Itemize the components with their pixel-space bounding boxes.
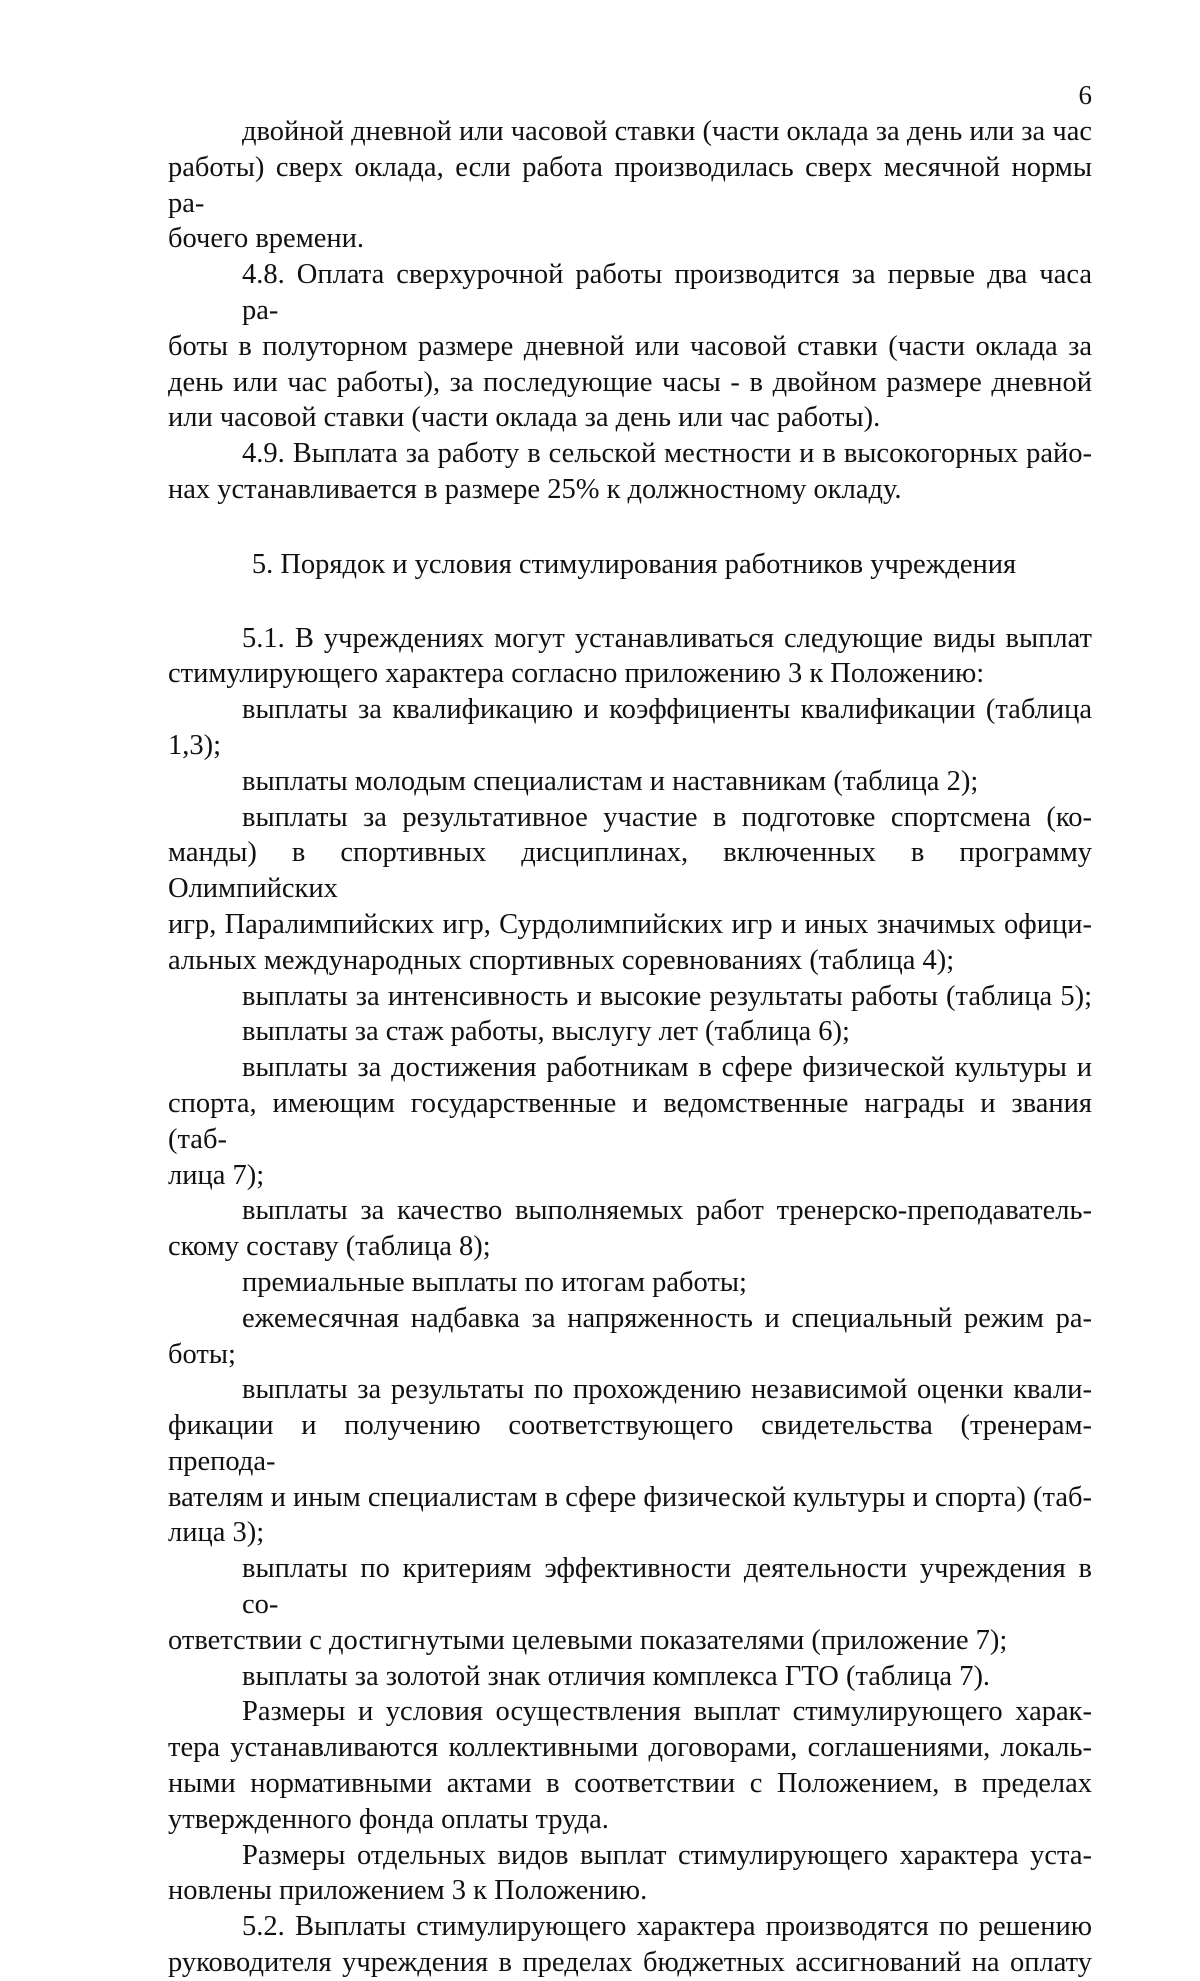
text-line: ответствии с достигнутыми целевыми показателями (приложение 7);	[168, 1624, 1008, 1656]
text-line: фикации и получению соответствующего свидетельства (тренерам-препода-	[168, 1410, 1092, 1477]
text-line: выплаты за результаты по прохождению независимой оценки квали-	[242, 1374, 1092, 1406]
text-line: Размеры и условия осуществления выплат стимулирующего харак-	[242, 1696, 1092, 1728]
text-line: выплаты за результативное участие в подготовке спортсмена (ко-	[242, 801, 1092, 833]
text-line: спорта, имеющим государственные и ведомственные награды и звания (таб-	[168, 1087, 1092, 1155]
text-line: работы) сверх оклада, если работа производилась сверх месячной нормы ра-	[168, 151, 1092, 219]
section-paragraph	[168, 979, 1092, 1015]
section-paragraph	[168, 1551, 1092, 1658]
text-line: выплаты за квалификацию и коэффициенты квалификации (таблица	[242, 694, 1092, 726]
section-paragraph	[168, 764, 1092, 800]
text-line: или часовой ставки (части оклада за день или час работы).	[168, 402, 881, 434]
section-paragraph	[168, 621, 1092, 693]
text-line: вателям и иным специалистам в сфере физической культуры и спорта) (таб-	[168, 1481, 1092, 1513]
text-line: выплаты по критериям эффективности деятельности учреждения в со-	[242, 1553, 1092, 1621]
text-line: лица 3);	[168, 1517, 265, 1549]
text-line: 1,3);	[168, 729, 222, 761]
text-line: новлены приложением 3 к Положению.	[168, 1875, 648, 1907]
text-line: ными нормативными актами в соответствии с Положением, в пределах	[168, 1768, 1092, 1800]
text-line: премиальные выплаты по итогам работы;	[242, 1266, 747, 1298]
section-paragraph	[168, 1301, 1092, 1373]
intro-paragraph	[168, 257, 1092, 436]
text-line: выплаты за стаж работы, выслугу лет (таблица 6);	[242, 1016, 850, 1048]
section-paragraph	[168, 1193, 1092, 1265]
text-line: Размеры отдельных видов выплат стимулирующего характера уста-	[242, 1839, 1092, 1871]
text-line: манды) в спортивных дисциплинах, включенных в программу Олимпийских	[168, 837, 1092, 905]
text-line: игр, Паралимпийских игр, Сурдолимпийских игр и иных значимых офици-	[168, 908, 1092, 940]
text-line: бочего времени.	[168, 223, 365, 255]
pre-section-text	[168, 114, 1092, 508]
section-paragraph	[168, 1372, 1092, 1551]
text-line: стимулирующего характера согласно приложению 3 к Положению:	[168, 658, 985, 690]
section-paragraph	[168, 692, 1092, 764]
text-line: альных международных спортивных соревнованиях (таблица 4);	[168, 944, 955, 976]
text-line: нах устанавливается в размере 25% к должностному окладу.	[168, 473, 902, 505]
text-line: день или час работы), за последующие часы - в двойном размере дневной	[168, 366, 1092, 398]
section-paragraph	[168, 1265, 1092, 1301]
text-line: 5.1. В учреждениях могут устанавливаться следующие виды выплат	[242, 622, 1092, 654]
section-text	[168, 621, 1092, 1981]
page-number: 6	[1078, 80, 1092, 110]
text-line: двойной дневной или часовой ставки (части оклада за день или за час	[242, 116, 1092, 147]
text-line: скому составу (таблица 8);	[168, 1231, 491, 1263]
text-line: тера устанавливаются коллективными договорами, соглашениями, локаль-	[168, 1732, 1092, 1764]
text-line: лица 7);	[168, 1159, 265, 1191]
intro-paragraph	[168, 114, 1092, 257]
text-line: 5.2. Выплаты стимулирующего характера производятся по решению	[242, 1911, 1092, 1943]
text-line: ежемесячная надбавка за напряженность и специальный режим ра-	[242, 1302, 1092, 1334]
intro-paragraph	[168, 436, 1092, 508]
text-line: 4.9. Выплата за работу в сельской местности и в высокогорных райо-	[242, 438, 1092, 470]
text-line: боты;	[168, 1338, 236, 1370]
text-line: руководителя учреждения в пределах бюджетных ассигнований на оплату	[168, 1947, 1092, 1979]
section-paragraph	[168, 1838, 1092, 1910]
section-paragraph	[168, 1050, 1092, 1193]
section-paragraph	[168, 800, 1092, 979]
section-paragraph	[168, 1014, 1092, 1050]
text-line: выплаты за золотой знак отличия комплекса ГТО (таблица 7).	[242, 1660, 991, 1692]
text-line: 4.8. Оплата сверхурочной работы производится за первые два часа ра-	[242, 259, 1092, 326]
section-heading: 5. Порядок и условия стимулирования работников учреждения	[251, 548, 1017, 580]
text-line: выплаты за качество выполняемых работ тренерско-преподаватель-	[242, 1195, 1092, 1227]
text-line: выплаты молодым специалистам и наставникам (таблица 2);	[242, 765, 979, 797]
text-line: выплаты за интенсивность и высокие результаты работы (таблица 5);	[242, 980, 1092, 1012]
section-paragraph	[168, 1659, 1092, 1695]
section-paragraph	[168, 1694, 1092, 1837]
text-line: выплаты за достижения работникам в сфере физической культуры и	[242, 1052, 1092, 1084]
text-line: утвержденного фонда оплаты труда.	[168, 1803, 609, 1835]
text-line: боты в полуторном размере дневной или часовой ставки (части оклада за	[168, 330, 1092, 362]
document-body	[168, 114, 1092, 1981]
section-paragraph	[168, 1909, 1092, 1981]
